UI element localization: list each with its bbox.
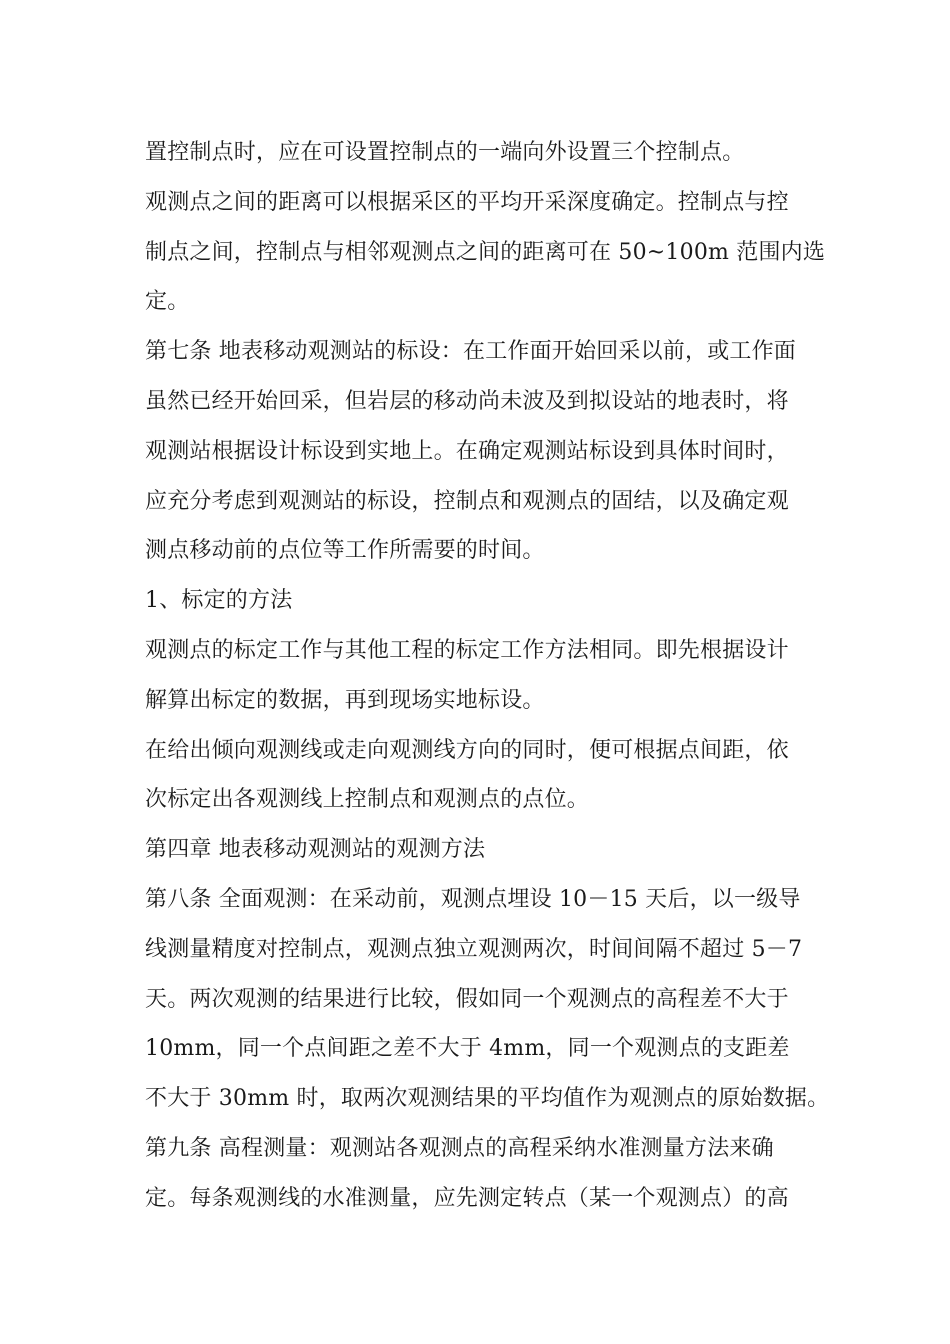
- text-line: 第七条 地表移动观测站的标设：在工作面开始回采以前，或工作面: [145, 339, 796, 365]
- text-line: 10mm，同一个点间距之差不大于 4mm，同一个观测点的支距差: [145, 1036, 790, 1062]
- document-body: [145, 128, 830, 1224]
- text-line: 次标定出各观测线上控制点和观测点的点位。: [145, 787, 590, 813]
- text-line: 解算出标定的数据，再到现场实地标设。: [145, 687, 545, 713]
- text-line: 观测点之间的距离可以根据采区的平均开采深度确定。控制点与控: [145, 189, 789, 215]
- section-heading: 1、标定的方法: [145, 588, 293, 614]
- text-line: 应充分考虑到观测站的标设，控制点和观测点的固结，以及确定观: [145, 488, 789, 514]
- text-line: 线测量精度对控制点，观测点独立观测两次，时间间隔不超过 5－7: [145, 936, 803, 962]
- text-line: 定。每条观测线的水准测量，应先测定转点（某一个观测点）的高: [145, 1185, 789, 1211]
- text-line: 观测站根据设计标设到实地上。在确定观测站标设到具体时间时，: [145, 438, 789, 464]
- chapter-heading: 第四章 地表移动观测站的观测方法: [145, 837, 486, 863]
- text-line: 定。: [145, 289, 190, 315]
- text-line: 置控制点时，应在可设置控制点的一端向外设置三个控制点。: [145, 140, 745, 165]
- text-line: 测点移动前的点位等工作所需要的时间。: [145, 538, 545, 564]
- text-line: 第九条 高程测量：观测站各观测点的高程采纳水准测量方法来确: [145, 1135, 774, 1161]
- text-line: 在给出倾向观测线或走向观测线方向的同时，便可根据点间距，依: [145, 737, 789, 763]
- text-line: 不大于 30mm 时，取两次观测结果的平均值作为观测点的原始数据。: [145, 1086, 830, 1112]
- text-line: 第八条 全面观测：在采动前，观测点埋设 10－15 天后，以一级导: [145, 886, 801, 912]
- text-line: 天。两次观测的结果进行比较，假如同一个观测点的高程差不大于: [145, 986, 789, 1012]
- text-line: 观测点的标定工作与其他工程的标定工作方法相同。即先根据设计: [145, 637, 789, 663]
- text-line: 虽然已经开始回采，但岩层的移动尚未波及到拟设站的地表时，将: [145, 388, 789, 414]
- text-line: 制点之间，控制点与相邻观测点之间的距离可在 50~100m 范围内选: [145, 239, 826, 265]
